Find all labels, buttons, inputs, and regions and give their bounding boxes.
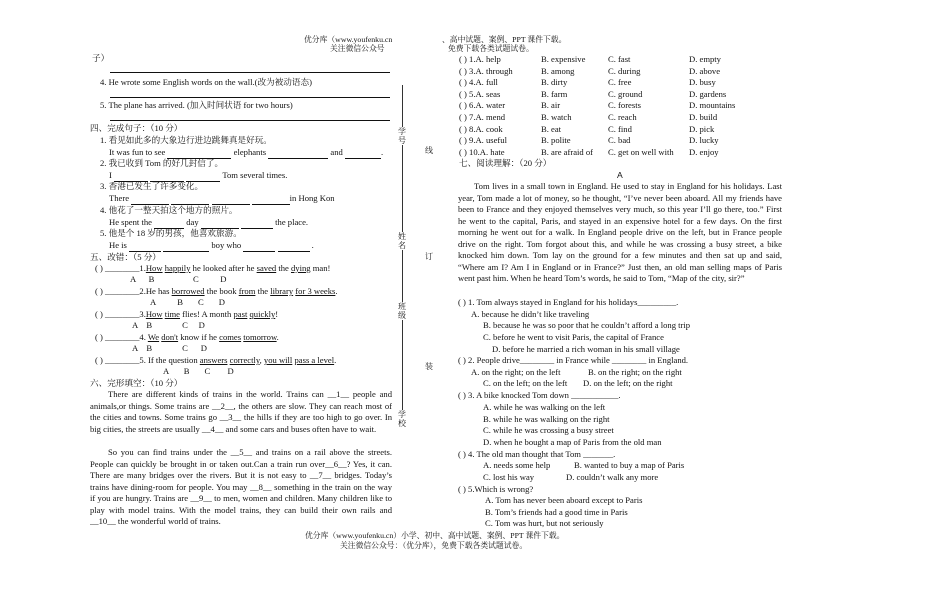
cloze-question-option-a[interactable]: ( ) 4.A. full (459, 77, 498, 88)
complete-1-chinese: 1. 看见如此多的大象边行进边跳舞真是好玩。 (100, 135, 272, 145)
cloze-option-c[interactable]: C. reach (608, 112, 637, 122)
cloze-option-c[interactable]: C. bad (608, 135, 631, 146)
cloze-option-d[interactable]: D. empty (689, 54, 721, 64)
transform-item-4: 4. He wrote some English words on the wall.(改为被动语态) (100, 77, 312, 87)
blank[interactable] (129, 242, 161, 252)
cloze-question-option-a[interactable]: ( ) 8.A. cook (459, 123, 503, 134)
blank[interactable] (201, 219, 239, 229)
q3-option-b[interactable]: B. while he was walking on the right (483, 414, 610, 424)
margin-label-xuexiao: 学校 (398, 410, 406, 428)
complete-5-english: He is boy who . (109, 240, 314, 250)
cloze-option-c[interactable]: C. get on well with (608, 146, 674, 157)
cloze-option-c[interactable]: C. find (608, 123, 632, 134)
margin-label-xian: 线 (425, 146, 433, 155)
cloze-option-b[interactable]: B. farm (541, 88, 568, 99)
question-2: ( ) 2. People drive________ in France while ________ in England. (458, 355, 689, 365)
blank[interactable] (154, 219, 184, 229)
q2-option-d[interactable]: D. on the left; on the right (583, 378, 673, 388)
cloze-option-c[interactable]: C. free (608, 77, 632, 88)
answer-line (110, 72, 390, 73)
margin-label-banji: 班级 (398, 302, 406, 320)
question-5: ( ) 5.Which is wrong? (458, 484, 534, 494)
q4-option-b[interactable]: B. wanted to buy a map of Paris (574, 460, 685, 470)
reading-passage: Tom lives in a small town in England. He used to stay in England for his holidays. Last year, Tom made a lot of money, so he thought, “I’ve never been aboard. All my friends have been to France and they enjoyed themselves very much, so this year I’ll go there, too.” First he went to the capital, Paris, and stayed in an expensive hotel for a few days. On the first morning he went out for a walk. In England people drive on the left, but in France people drive on the right. Tom forgot about this, and while he was crossing a busy street, a bike knocked him down. Tom lay on the ground for a few minutes and then sat up and said, “Where am I? Am I in England or in France?” Just then, an old man selling maps of Paris went past him. When he heard Tom’s words, he said to Tom, “Map of the city, sir?” (458, 181, 782, 283)
cloze-question-option-a[interactable]: ( ) 1.A. help (459, 54, 501, 64)
cloze-paragraph-2: So you can find trains under the __5__ and trains on a rail above the streets. People can quickly be brought in or taken out.Can a train run over__6__? Yes, it can. There are many bridges over the rivers. But it is not easy to __7__ bridges. Today’s trains have dining-room for people. You may __8__ something in the train on the way if you are hungry. Trains are __9__ to men, women and children. Many children like to play with model trains. With the model trains, they can build their own rails and __10__ the wonderful world of trains. (90, 447, 392, 526)
q3-option-d[interactable]: D. when he bought a map of Paris from the old man (483, 437, 662, 447)
blank[interactable] (243, 242, 275, 252)
error-item-4-options: A B C D (132, 343, 207, 353)
complete-5-chinese: 5. 他是个 18 岁的男孩，他喜欢旅游。 (100, 228, 242, 238)
cloze-option-b[interactable]: B. eat (541, 123, 562, 134)
cloze-option-b[interactable]: B. are afraid of (541, 146, 594, 157)
blank[interactable] (171, 195, 209, 205)
margin-label-zhuang: 装 (425, 362, 433, 371)
cloze-option-d[interactable]: D. lucky (689, 135, 719, 146)
error-item-2-options: A B C D (150, 297, 225, 307)
cloze-question-option-a[interactable]: ( ) 7.A. mend (459, 112, 506, 122)
complete-4-english: He spent the day the place. (109, 217, 309, 227)
cloze-option-c[interactable]: C. during (608, 65, 641, 76)
q3-option-c[interactable]: C. while he was crossing a busy street (483, 425, 614, 435)
blank[interactable] (278, 242, 310, 252)
q1-option-b[interactable]: B. because he was so poor that he couldn’t afford a long trip (483, 320, 691, 330)
blank[interactable] (268, 149, 328, 159)
cloze-option-d[interactable]: D. mountains (689, 100, 736, 111)
section-5-title: 五、改错：（5 分） (90, 252, 161, 262)
q1-option-d[interactable]: D. before he married a rich woman in his small village (492, 344, 680, 354)
blank[interactable] (114, 172, 148, 182)
cloze-option-d[interactable]: D. gardens (689, 88, 727, 99)
cloze-option-c[interactable]: C. ground (608, 88, 643, 99)
error-item-1: ( ) ________1.How happily he looked after he saved the dying man! (95, 263, 331, 273)
cloze-option-b[interactable]: B. polite (541, 135, 571, 146)
cloze-option-b[interactable]: B. watch (541, 112, 572, 122)
section-7-title: 七、阅读理解：（20 分） (459, 158, 552, 168)
transform-item-5: 5. The plane has arrived. (加入时间状语 for two hours) (100, 100, 293, 110)
cloze-option-d[interactable]: D. busy (689, 77, 716, 88)
cloze-question-option-a[interactable]: ( ) 9.A. useful (459, 135, 507, 146)
blank[interactable] (345, 149, 381, 159)
margin-label-xuehao: 学号 (398, 127, 406, 145)
margin-label-ding: 订 (425, 252, 433, 261)
footer-line2: 关注微信公众号：（优分库），免费下载各类试题试卷。 (340, 541, 528, 550)
cloze-option-c[interactable]: C. forests (608, 100, 641, 111)
blank[interactable] (150, 172, 184, 182)
q5-option-b[interactable]: B. Tom’s friends had a good time in Paris (485, 507, 628, 517)
cloze-option-d[interactable]: D. pick (689, 123, 715, 134)
passage-label: A (617, 170, 623, 180)
question-1: ( ) 1. Tom always stayed in England for his holidays_________. (458, 297, 679, 307)
cloze-question-option-a[interactable]: ( ) 6.A. water (459, 100, 506, 111)
cloze-option-c[interactable]: C. fast (608, 54, 631, 64)
section-6-title: 六、完形填空：（10 分） (90, 378, 183, 388)
complete-3-english: There in Hong Kon (109, 193, 335, 203)
error-item-4: ( ) ________4. We don't know if he comes tomorrow. (95, 332, 279, 342)
question-3: ( ) 3. A bike knocked Tom down ___________. (458, 390, 621, 400)
answer-line (110, 97, 390, 98)
footer-line1: 优分库（www.youfenku.cn）小学、初中、高中试题、案例、PPT 课件下载。 (305, 531, 565, 540)
complete-1-english: It was fun to see elephants and . (109, 147, 384, 157)
blank[interactable] (212, 195, 250, 205)
blank[interactable] (167, 149, 231, 159)
blank[interactable] (241, 219, 273, 229)
q2-option-a[interactable]: A. on the right; on the left (471, 367, 561, 377)
q4-option-c[interactable]: C. lost his way (483, 472, 535, 482)
q3-option-a[interactable]: A. while he was walking on the left (483, 402, 606, 412)
q1-option-a[interactable]: A. because he didn’t like traveling (471, 309, 590, 319)
blank[interactable] (131, 195, 169, 205)
error-item-5: ( ) ________5. If the question answers correctly, you will pass a level. (95, 355, 337, 365)
answer-line (110, 120, 390, 121)
cloze-question-option-a[interactable]: ( ) 3.A. through (459, 65, 513, 76)
cloze-option-b[interactable]: B. air (541, 100, 561, 111)
cloze-question-option-a[interactable]: ( ) 10.A. hate (459, 146, 505, 157)
header-right-line1: 、高中试题、案例、PPT 课件下载。 (442, 35, 567, 44)
header-left-line1: 优分库（www.youfenku.cn (304, 35, 393, 44)
text-zi: 子） (92, 53, 110, 63)
blank[interactable] (163, 242, 209, 252)
question-4: ( ) 4. The old man thought that Tom _______. (458, 449, 616, 459)
q5-option-c[interactable]: C. Tom was hurt, but not seriously (485, 518, 604, 528)
header-right-line2: 免费下载各类试题试卷。 (448, 44, 534, 53)
error-item-2: ( ) ________2.He has borrowed the book from the library for 3 weeks. (95, 286, 338, 296)
complete-2-chinese: 2. 我已收到 Tom 的好几封信了。 (100, 158, 224, 168)
error-item-5-options: A B C D (163, 366, 234, 376)
q2-option-b[interactable]: B. on the right; on the right (588, 367, 682, 377)
error-item-3: ( ) ________3.How time flies! A month past quickly! (95, 309, 279, 319)
q1-option-c[interactable]: C. before he went to visit Paris, the capital of France (483, 332, 664, 342)
cloze-option-b[interactable]: B. among (541, 65, 575, 76)
cloze-option-d[interactable]: D. enjoy (689, 146, 719, 157)
error-item-3-options: A B C D (132, 320, 205, 330)
error-item-1-options: A B C D (130, 274, 227, 284)
cloze-option-d[interactable]: D. above (689, 65, 721, 76)
complete-4-chinese: 4. 他花了一整天拍这个地方的照片。 (100, 205, 238, 215)
complete-3-chinese: 3. 香港已发生了许多变化。 (100, 181, 204, 191)
cloze-question-option-a[interactable]: ( ) 5.A. seas (459, 88, 501, 99)
header-left-line2: 关注微信公众号 (330, 44, 385, 53)
cloze-option-b[interactable]: B. dirty (541, 77, 568, 88)
margin-label-xingming: 姓名 (398, 232, 406, 250)
q4-option-d[interactable]: D. couldn’t walk any more (566, 472, 659, 482)
blank[interactable] (252, 195, 290, 205)
cloze-paragraph-1: There are different kinds of trains in the world. Trains can __1__ people and animals,or things. Some trains are __2__, the others are slow. They can reach most of the cities and towns. Some trains go __3__ the hills if they are too high to go over. In big cities, the streets are usually __4__ and some cars and buses often have to wait. (90, 389, 392, 434)
blank[interactable] (186, 172, 220, 182)
cloze-option-d[interactable]: D. build (689, 112, 718, 122)
section-4-title: 四、完成句子：（10 分） (90, 123, 183, 133)
complete-2-english: I Tom several times. (109, 170, 288, 180)
q4-option-a[interactable]: A. needs some help (483, 460, 551, 470)
cloze-option-b[interactable]: B. expensive (541, 54, 586, 64)
q5-option-a[interactable]: A. Tom has never been aboard except to Paris (485, 495, 643, 505)
q2-option-c[interactable]: C. on the left; on the left (483, 378, 568, 388)
